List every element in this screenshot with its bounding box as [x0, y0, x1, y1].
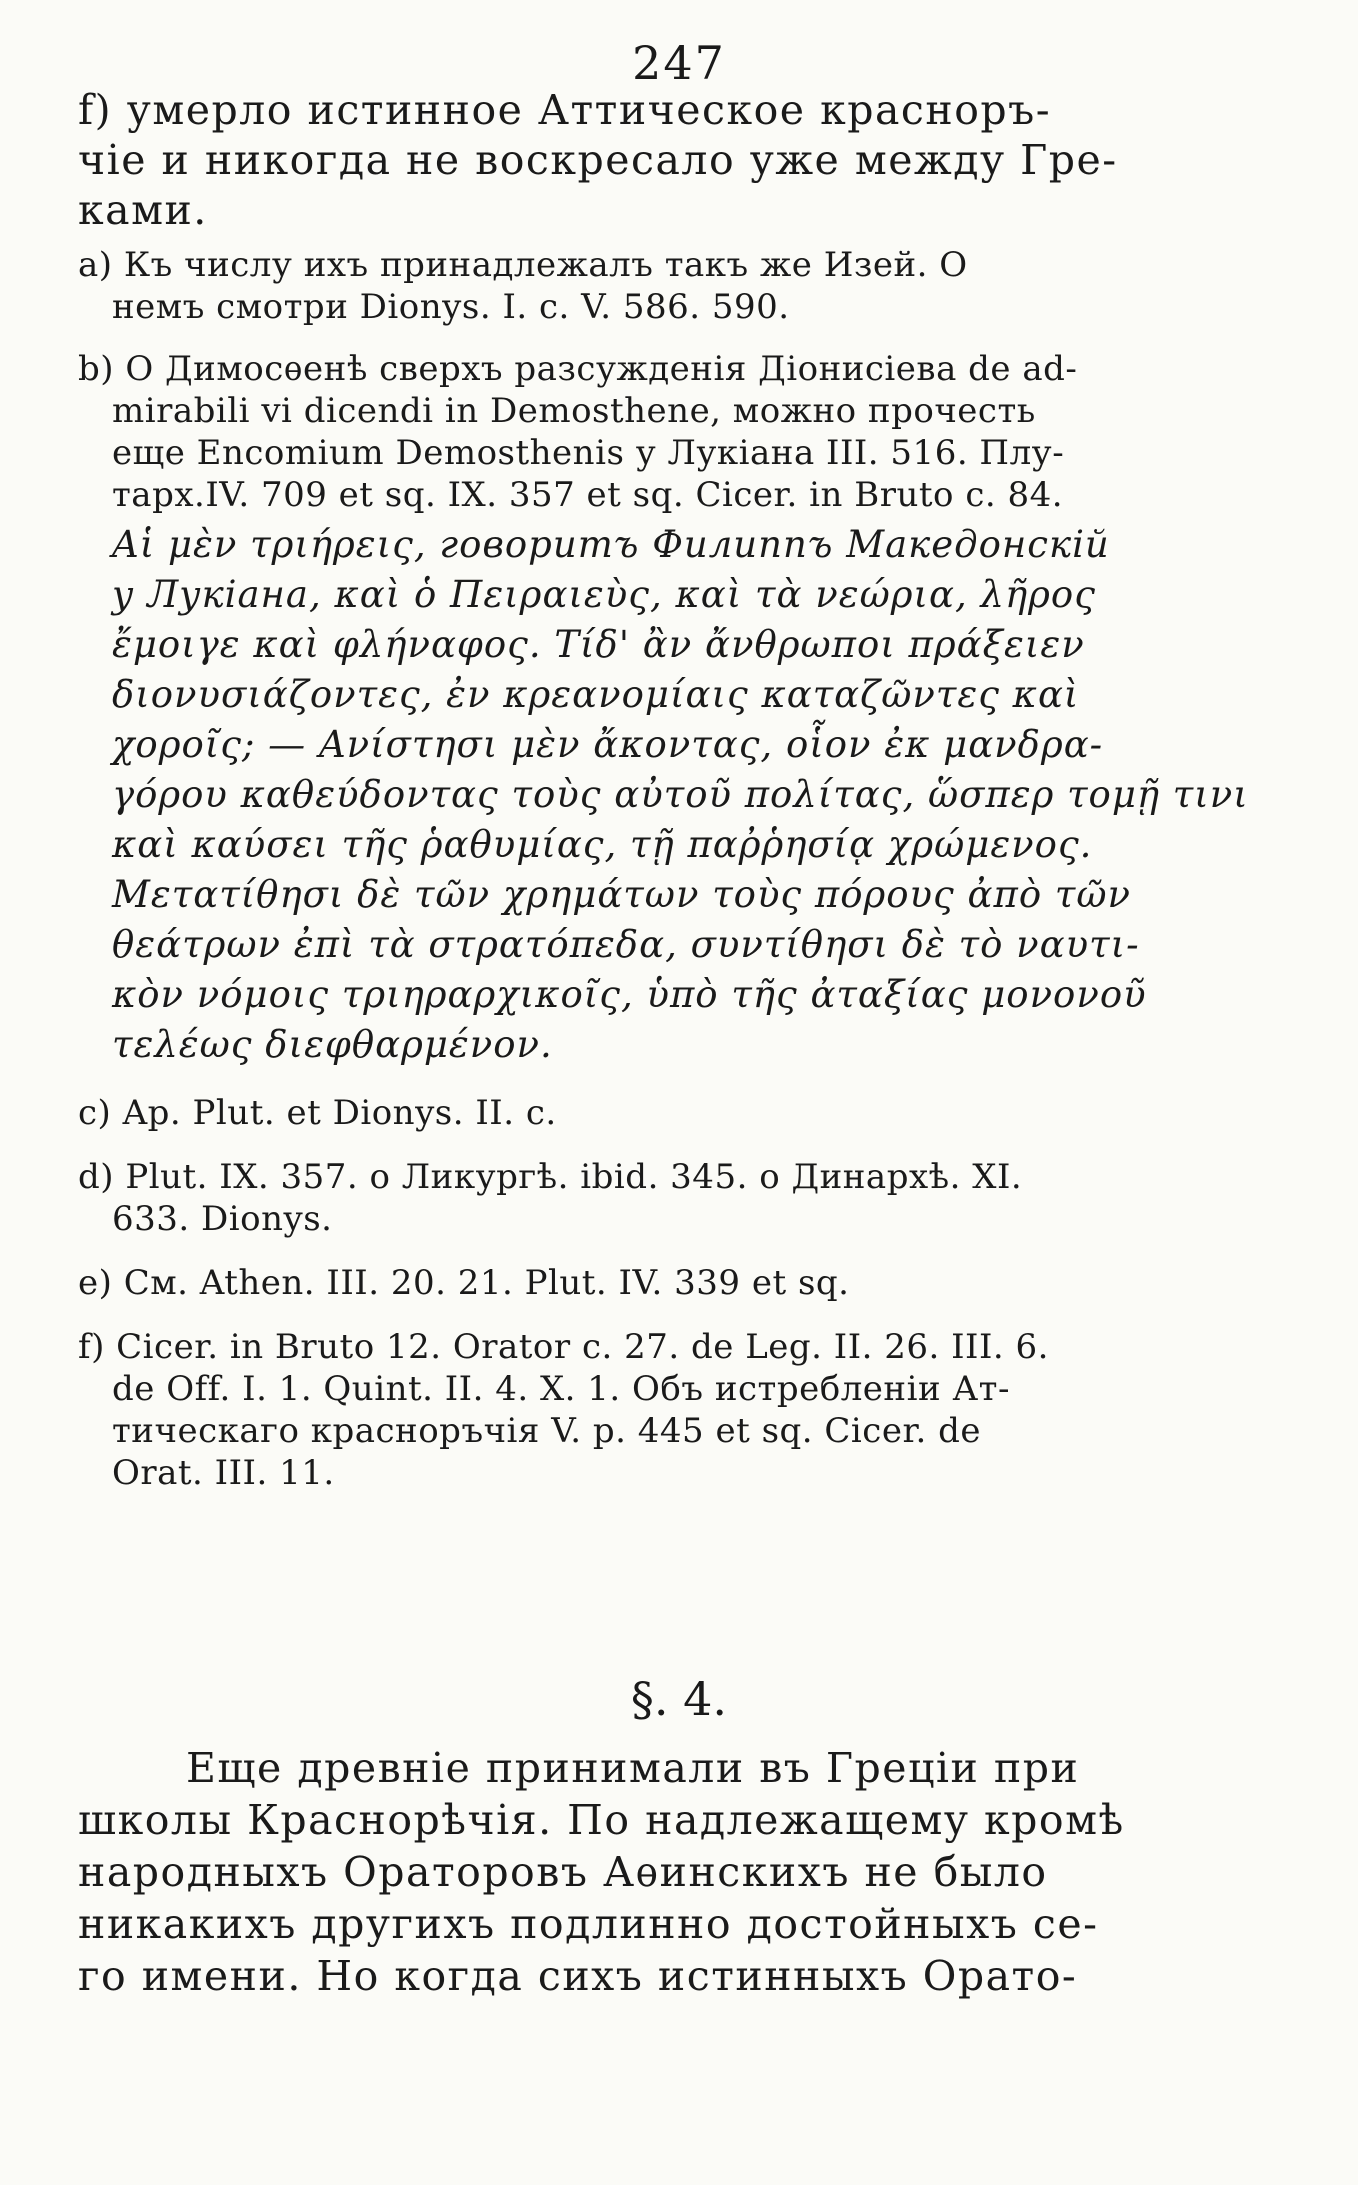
footnote-f-line: f) Cicer. in Bruto 12. Orator c. 27. de Leg. II. 26. III. 6.	[78, 1327, 1049, 1367]
page-number: 247	[632, 36, 726, 90]
footnote-b-greek-line: καὶ καύσει τῆς ῥαθυμίας, τῇ παῤῥησίᾳ χρώμενος.	[112, 823, 1093, 866]
footnote-b-greek-line: у Лукіана, καὶ ὁ Πειραιεὺς, καὶ τὰ νεώρια, λῆρος	[112, 573, 1096, 616]
footnote-b-greek-line: Αἱ μὲν τριήρεις, говоритъ Филиппъ Македонскій	[112, 523, 1110, 566]
footnote-b-line: тарх.IV. 709 et sq. IX. 357 et sq. Cicer. in Bruto c. 84.	[112, 475, 1064, 515]
footnote-b-greek-line: διονυσιάζοντες, ἐν κρεανομίαις καταζῶντες καὶ	[112, 673, 1080, 716]
footnote-b-greek-line: κὸν νόμοις τριηραρχικοῖς, ὑπὸ τῆς ἀταξίας μονονοῦ	[112, 973, 1147, 1016]
footnote-b-greek-line: χοροῖς; — Ανίστησι μὲν ἄκοντας, οἷον ἐκ μανδρα-	[112, 723, 1104, 766]
footnote-b-greek-line: θεάτρων ἐπὶ τὰ στρατόπεδα, συντίθησι δὲ τὸ ναυτι-	[112, 923, 1140, 966]
main-text-line: Еще древніе принимали въ Греціи при	[186, 1744, 1080, 1792]
main-text-line: f) умерло истинное Аттическое красноръ-	[78, 86, 1052, 134]
footnote-a-line: a) Къ числу ихъ принадлежалъ такъ же Изей. О	[78, 245, 968, 285]
footnote-f-line: Orat. III. 11.	[112, 1453, 335, 1493]
footnote-c-line: c) Ap. Plut. et Dionys. II. c.	[78, 1093, 557, 1133]
footnote-d-line: d) Plut. IX. 357. о Ликургѣ. ibid. 345. о Динархѣ. XI.	[78, 1157, 1023, 1197]
footnote-f-line: de Off. I. 1. Quint. II. 4. X. 1. Объ истребленіи Ат-	[112, 1369, 1010, 1409]
footnote-e-line: e) См. Athen. III. 20. 21. Plut. IV. 339 et sq.	[78, 1263, 850, 1303]
footnote-f-line: тическаго красноръчія V. p. 445 et sq. Cicer. de	[112, 1411, 981, 1451]
main-text-line: чіе и никогда не воскресало уже между Гре-	[78, 136, 1118, 184]
footnote-b-greek-line: γόρου καθεύδοντας τοὺς αὐτοῦ πολίτας, ὥσπερ τομῇ τινι	[112, 773, 1249, 816]
main-text-line: ками.	[78, 186, 208, 234]
footnote-a-line: немъ смотри Dionys. I. c. V. 586. 590.	[112, 287, 790, 327]
footnote-b-greek-line: ἔμοιγε καὶ φλήναφος. Τίδ' ἂν ἄνθρωποι πράξειεν	[112, 623, 1085, 666]
main-text-line: никакихъ другихъ подлинно достойныхъ се-	[78, 1900, 1099, 1948]
footnote-b-line: mirabili vi dicendi in Demosthene, можно прочесть	[112, 391, 1036, 431]
footnote-d-line: 633. Dionys.	[112, 1199, 333, 1239]
footnote-b-greek-line: Μετατίθησι δὲ τῶν χρημάτων τοὺς πόρους ἀπὸ τῶν	[112, 873, 1131, 916]
footnote-b-line: b) О Димосѳенѣ сверхъ разсужденія Діонисіева de ad-	[78, 349, 1078, 389]
main-text-line: го имени. Но когда сихъ истинныхъ Орато-	[78, 1952, 1078, 2000]
main-text-line: народныхъ Ораторовъ Аѳинскихъ не было	[78, 1848, 1048, 1896]
main-text-line: школы Краснорѣчія. По надлежащему кромѣ	[78, 1796, 1125, 1844]
footnote-b-line: еще Encomium Demosthenis у Лукіана III. 516. Плу-	[112, 433, 1065, 473]
section-heading: §. 4.	[630, 1672, 728, 1726]
footnote-b-greek-line: τελέως διεφθαρμένον.	[112, 1023, 553, 1066]
